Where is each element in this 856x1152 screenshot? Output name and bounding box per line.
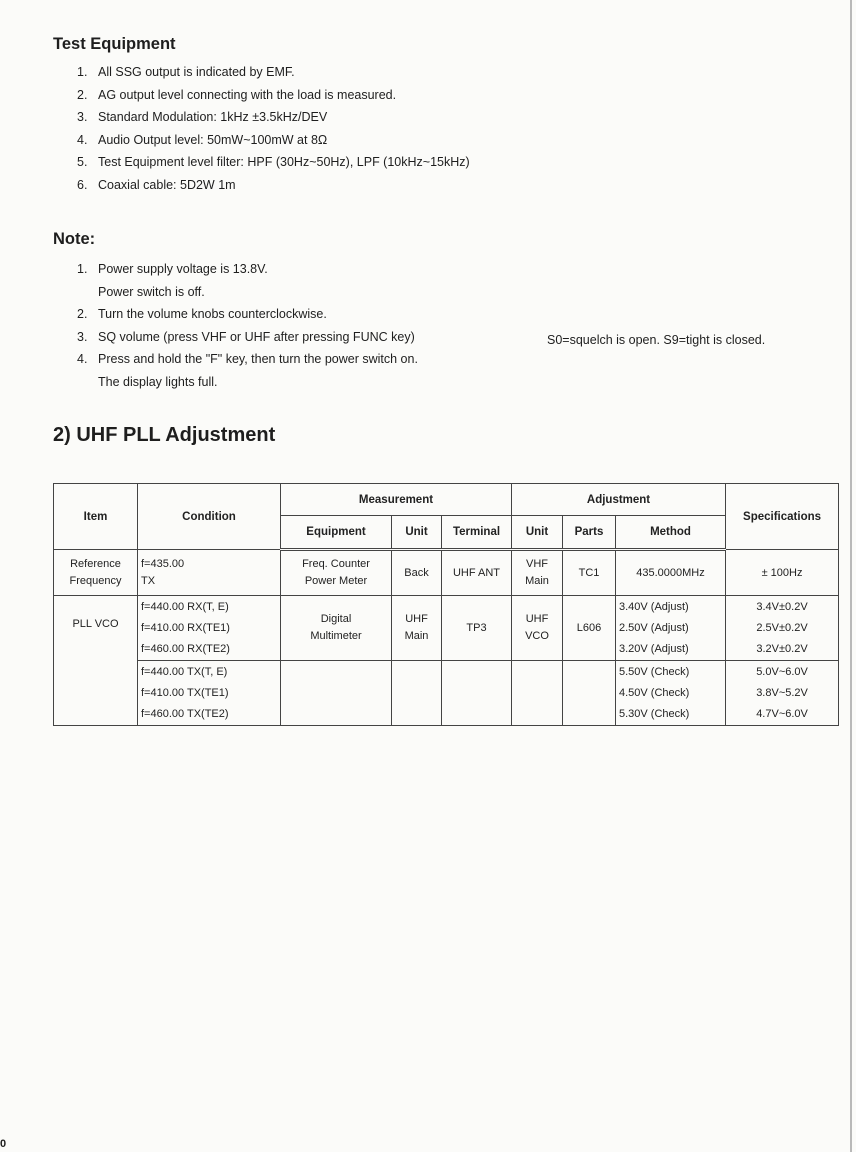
- cell-item: Reference Frequency: [54, 550, 138, 596]
- header-adj-unit: Unit: [512, 516, 563, 550]
- header-parts: Parts: [563, 516, 616, 550]
- cell-spec: 3.4V±0.2V 2.5V±0.2V 3.2V±0.2V: [726, 596, 839, 661]
- header-unit: Unit: [392, 516, 442, 550]
- table-row: [54, 550, 839, 596]
- test-equipment-list: [77, 61, 470, 196]
- cell-method: 3.40V (Adjust) 2.50V (Adjust) 3.20V (Adjust): [616, 596, 726, 661]
- cell-spec: 5.0V~6.0V 3.8V~5.2V 4.7V~6.0V: [726, 661, 839, 726]
- cell-method: 435.0000MHz: [616, 550, 726, 596]
- cell-condition: f=440.00 RX(T, E) f=410.00 RX(TE1) f=460.00 RX(TE2): [138, 596, 281, 661]
- list-item: 5. Test Equipment level filter: HPF (30Hz~50Hz), LPF (10kHz~15kHz): [77, 155, 470, 169]
- header-condition: Condition: [138, 484, 281, 550]
- page-number: 0: [0, 1138, 7, 1150]
- cell-unit: UHF Main: [392, 596, 442, 661]
- cell-adj-unit: UHF VCO: [512, 596, 563, 661]
- cell-spec: ± 100Hz: [726, 550, 839, 596]
- list-item: 6. Coaxial cable: 5D2W 1m: [77, 177, 236, 192]
- header-measurement: Measurement: [281, 484, 512, 516]
- test-equipment-title: Test Equipment: [53, 35, 176, 53]
- table-row: [54, 596, 839, 661]
- table-row: [54, 661, 839, 726]
- cell-method: 5.50V (Check) 4.50V (Check) 5.30V (Check): [616, 661, 726, 726]
- cell-terminal: TP3: [442, 596, 512, 661]
- header-specifications: Specifications: [726, 484, 839, 550]
- cell-terminal: UHF ANT: [442, 550, 512, 596]
- cell-item: PLL VCO: [54, 596, 138, 726]
- header-adjustment: Adjustment: [512, 484, 726, 516]
- cell-equipment: [281, 661, 392, 726]
- header-equipment: Equipment: [281, 516, 392, 550]
- cell-adj-unit: VHF Main: [512, 550, 563, 596]
- cell-condition: f=435.00 TX: [138, 550, 281, 596]
- note-title: Note:: [53, 230, 96, 248]
- list-item: 2. Turn the volume knobs counterclockwise.: [77, 307, 327, 321]
- cell-parts: TC1: [563, 550, 616, 596]
- cell-terminal: [442, 661, 512, 726]
- cell-equipment: Digital Multimeter: [281, 596, 392, 661]
- header-terminal: Terminal: [442, 516, 512, 550]
- adjustment-table-wrapper: [53, 483, 838, 726]
- section-heading: 2) UHF PLL Adjustment: [53, 424, 276, 446]
- list-item: 4. Audio Output level: 50mW~100mW at 8Ω: [77, 132, 328, 147]
- cell-condition: f=440.00 TX(T, E) f=410.00 TX(TE1) f=460.00 TX(TE2): [138, 661, 281, 726]
- cell-unit: [392, 661, 442, 726]
- list-item: 4. Press and hold the "F" key, then turn the power switch on. The display lights full.: [77, 352, 418, 389]
- list-item: 2. AG output level connecting with the load is measured.: [77, 87, 397, 102]
- cell-equipment: Freq. Counter Power Meter: [281, 550, 392, 596]
- header-method: Method: [616, 516, 726, 550]
- header-item: Item: [54, 484, 138, 550]
- page-edge: [850, 0, 852, 1152]
- list-item: 3. SQ volume (press VHF or UHF after pressing FUNC key): [77, 329, 415, 344]
- pll-adjustment-table: [53, 483, 839, 726]
- squelch-note: S0=squelch is open. S9=tight is closed.: [547, 333, 766, 347]
- cell-unit: Back: [392, 550, 442, 596]
- cell-parts: [563, 661, 616, 726]
- cell-parts: L606: [563, 596, 616, 661]
- list-item: 1. Power supply voltage is 13.8V. Power switch is off.: [77, 262, 268, 299]
- list-item: 1. All SSG output is indicated by EMF.: [77, 65, 295, 79]
- list-item: 3. Standard Modulation: 1kHz ±3.5kHz/DEV: [77, 110, 328, 124]
- note-list: [77, 258, 418, 393]
- cell-adj-unit: [512, 661, 563, 726]
